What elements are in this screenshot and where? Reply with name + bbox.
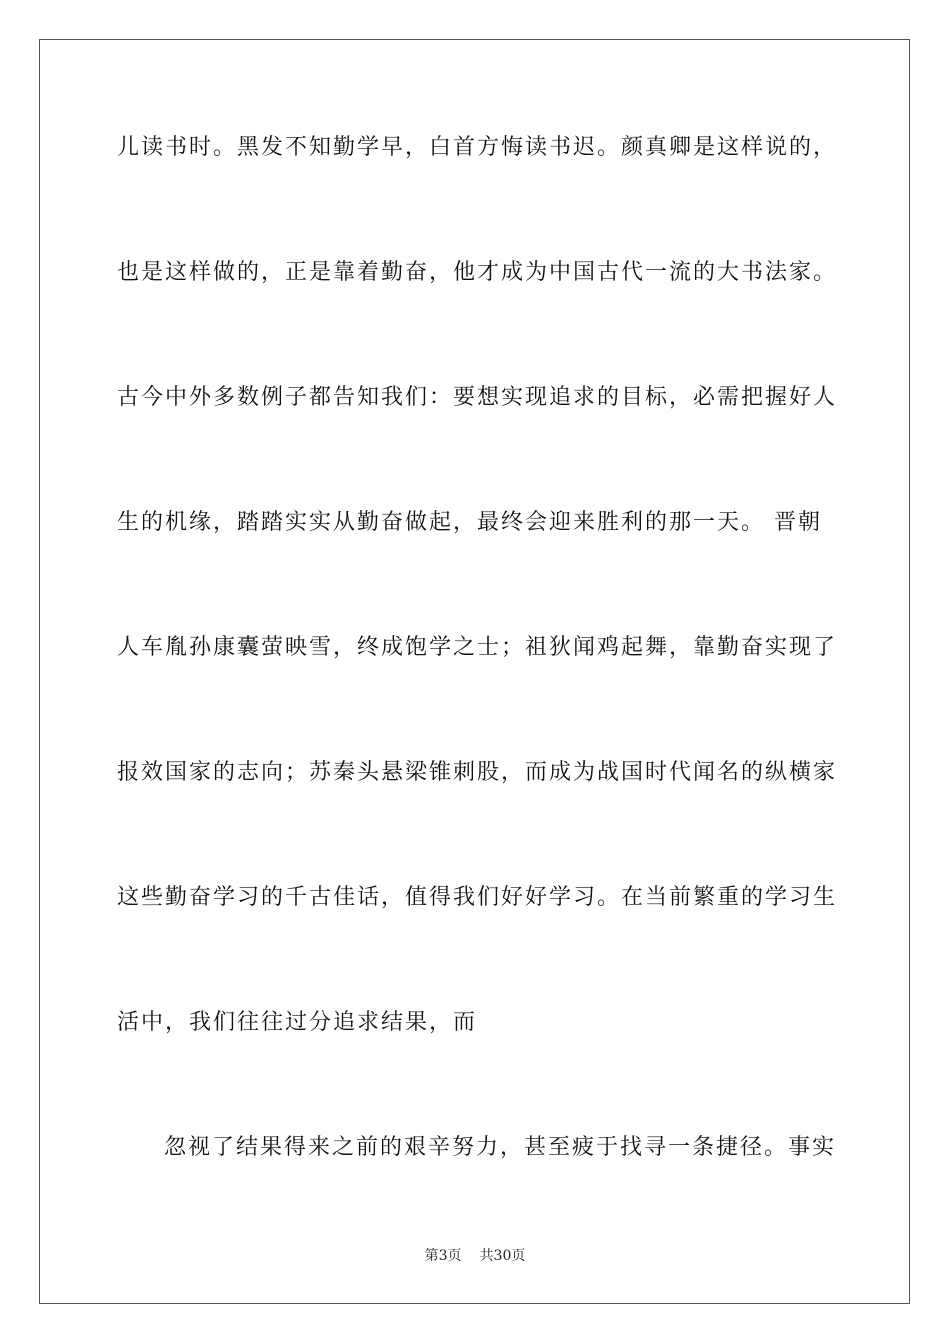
- page-number: 第3页: [424, 1248, 462, 1264]
- text-line-2: 也是这样做的，正是靠着勤奋，他才成为中国古代一流的大书法家。: [117, 260, 838, 285]
- text-line-5: 人车胤孙康囊萤映雪，终成饱学之士；祖狄闻鸡起舞，靠勤奋实现了: [117, 635, 838, 660]
- page-total: 共30页: [479, 1248, 526, 1264]
- text-line-1: 儿读书时。黑发不知勤学早，白首方悔读书迟。颜真卿是这样说的，: [117, 135, 838, 160]
- text-line-7: 这些勤奋学习的千古佳话，值得我们好好学习。在当前繁重的学习生: [117, 885, 838, 910]
- page-footer: [0, 1246, 950, 1266]
- text-line-3: 古今中外多数例子都告知我们：要想实现追求的目标，必需把握好人: [117, 385, 838, 410]
- text-line-9-indented: 忽视了结果得来之前的艰辛努力，甚至疲于找寻一条捷径。事实: [164, 1135, 837, 1160]
- text-line-6: 报效国家的志向；苏秦头悬梁锥刺股，而成为战国时代闻名的纵横家: [117, 760, 838, 785]
- page-border: [39, 39, 910, 1304]
- text-line-8: 活中，我们往往过分追求结果，而: [117, 1010, 478, 1035]
- text-line-4: 生的机缘，踏踏实实从勤奋做起，最终会迎来胜利的那一天。 晋朝: [117, 510, 822, 535]
